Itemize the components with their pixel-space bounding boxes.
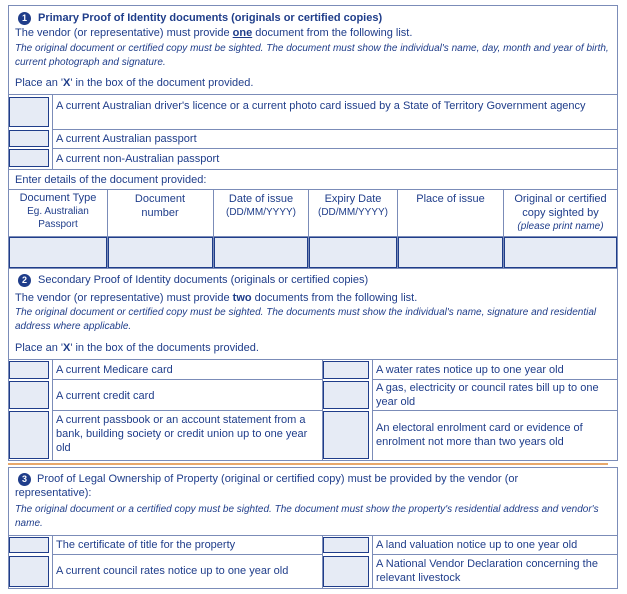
checkbox-australian-passport[interactable] — [9, 130, 49, 147]
option-certificate-of-title: The certificate of title for the property — [56, 539, 236, 551]
section-1-count: one — [232, 27, 253, 39]
divider — [52, 148, 618, 149]
option-australian-passport: A current Australian passport — [56, 133, 197, 145]
option-credit-card: A current credit card — [56, 390, 155, 402]
section-separator — [8, 463, 608, 465]
divider — [8, 94, 618, 95]
input-sighted-by[interactable] — [504, 237, 617, 268]
option-utility-bill: A gas, electricity or council rates bill up to one year old — [376, 382, 599, 408]
checkbox-electoral-enrolment[interactable] — [323, 411, 369, 459]
option-council-rates: A current council rates notice up to one year old — [56, 565, 289, 577]
checkbox-vendor-declaration[interactable] — [323, 556, 369, 587]
option-drivers-licence: A current Australian driver's licence or a current photo card issued by a State of Territory Government agency — [56, 100, 586, 112]
divider — [8, 189, 618, 190]
checkbox-credit-card[interactable] — [9, 381, 49, 409]
divider — [372, 379, 618, 380]
section-1-place-instruction: Place an 'X' in the box of the document provided. — [15, 77, 254, 89]
input-document-type[interactable] — [9, 237, 107, 268]
checkbox-land-valuation[interactable] — [323, 537, 369, 553]
section-1-note: The original document or certified copy must be sighted. The document must show the individual's name, day, month and year of birth, current photograph and signature. — [15, 43, 609, 68]
checkbox-foreign-passport[interactable] — [9, 149, 49, 167]
divider — [52, 554, 322, 555]
section-2-count: two — [232, 292, 252, 304]
column-header-document-number: Document number — [134, 193, 186, 219]
divider — [8, 535, 618, 536]
checkbox-bank-statement[interactable] — [9, 411, 49, 459]
section-3-note: The original document or a certified copy must be sighted. The document must show the property's residential address and vendor's name. — [15, 504, 599, 529]
divider — [52, 410, 322, 411]
option-medicare-card: A current Medicare card — [56, 364, 173, 376]
divider — [8, 169, 618, 170]
checkbox-drivers-licence[interactable] — [9, 97, 49, 127]
section-2-title: Secondary Proof of Identity documents (originals or certified copies) — [38, 274, 369, 286]
divider — [372, 554, 618, 555]
divider — [52, 535, 53, 589]
option-foreign-passport: A current non-Australian passport — [56, 153, 220, 165]
section-1-title: Primary Proof of Identity documents (originals or certified copies) — [38, 12, 383, 24]
checkbox-certificate-of-title[interactable] — [9, 537, 49, 553]
divider — [52, 94, 53, 169]
section-1-number-icon: 1 — [18, 12, 31, 25]
section-2-number-icon: 2 — [18, 274, 31, 287]
divider — [8, 359, 618, 360]
option-vendor-declaration: A National Vendor Declaration concerning the relevant livestock — [376, 558, 598, 584]
section-3-title: Proof of Legal Ownership of Property (original or certified copy) must be provided by the vendor (or representative): — [15, 473, 519, 499]
section-2-place-instruction: Place an 'X' in the box of the documents provided. — [15, 342, 259, 354]
checkbox-medicare-card[interactable] — [9, 361, 49, 379]
details-label: Enter details of the document provided: — [15, 174, 207, 186]
input-date-of-issue[interactable] — [214, 237, 308, 268]
input-place-of-issue[interactable] — [398, 237, 503, 268]
option-water-rates: A water rates notice up to one year old — [376, 364, 564, 376]
option-electoral-enrolment: An electoral enrolment card or evidence of enrolment not more than two years old — [376, 422, 583, 448]
option-bank-statement: A current passbook or an account statement from a bank, building society or credit union up to one year old — [56, 414, 308, 454]
divider — [52, 129, 618, 130]
input-expiry-date[interactable] — [309, 237, 397, 268]
input-document-number[interactable] — [108, 237, 213, 268]
divider — [372, 410, 618, 411]
checkbox-council-rates[interactable] — [9, 556, 49, 587]
divider — [52, 379, 322, 380]
checkbox-utility-bill[interactable] — [323, 381, 369, 409]
column-header-sighted-by: Original or certified copy sighted by (please print name) — [514, 193, 607, 232]
divider — [372, 535, 373, 589]
section-2-note: The original document or certified copy must be sighted. The documents must show the individual's name, signature and residential address where applicable. — [15, 307, 597, 332]
column-header-expiry-date: Expiry Date (DD/MM/YYYY) — [318, 193, 388, 218]
option-land-valuation: A land valuation notice up to one year old — [376, 539, 578, 551]
section-1-instruction: The vendor (or representative) must provide one document from the following list. — [15, 27, 413, 39]
section-2-instruction: The vendor (or representative) must provide two documents from the following list. — [15, 292, 418, 304]
checkbox-water-rates[interactable] — [323, 361, 369, 379]
column-header-place-of-issue: Place of issue — [416, 193, 485, 205]
section-3-number-icon: 3 — [18, 473, 31, 486]
column-header-date-of-issue: Date of issue (DD/MM/YYYY) — [226, 193, 296, 218]
column-header-document-type: Document Type Eg. Australian Passport — [19, 192, 97, 230]
